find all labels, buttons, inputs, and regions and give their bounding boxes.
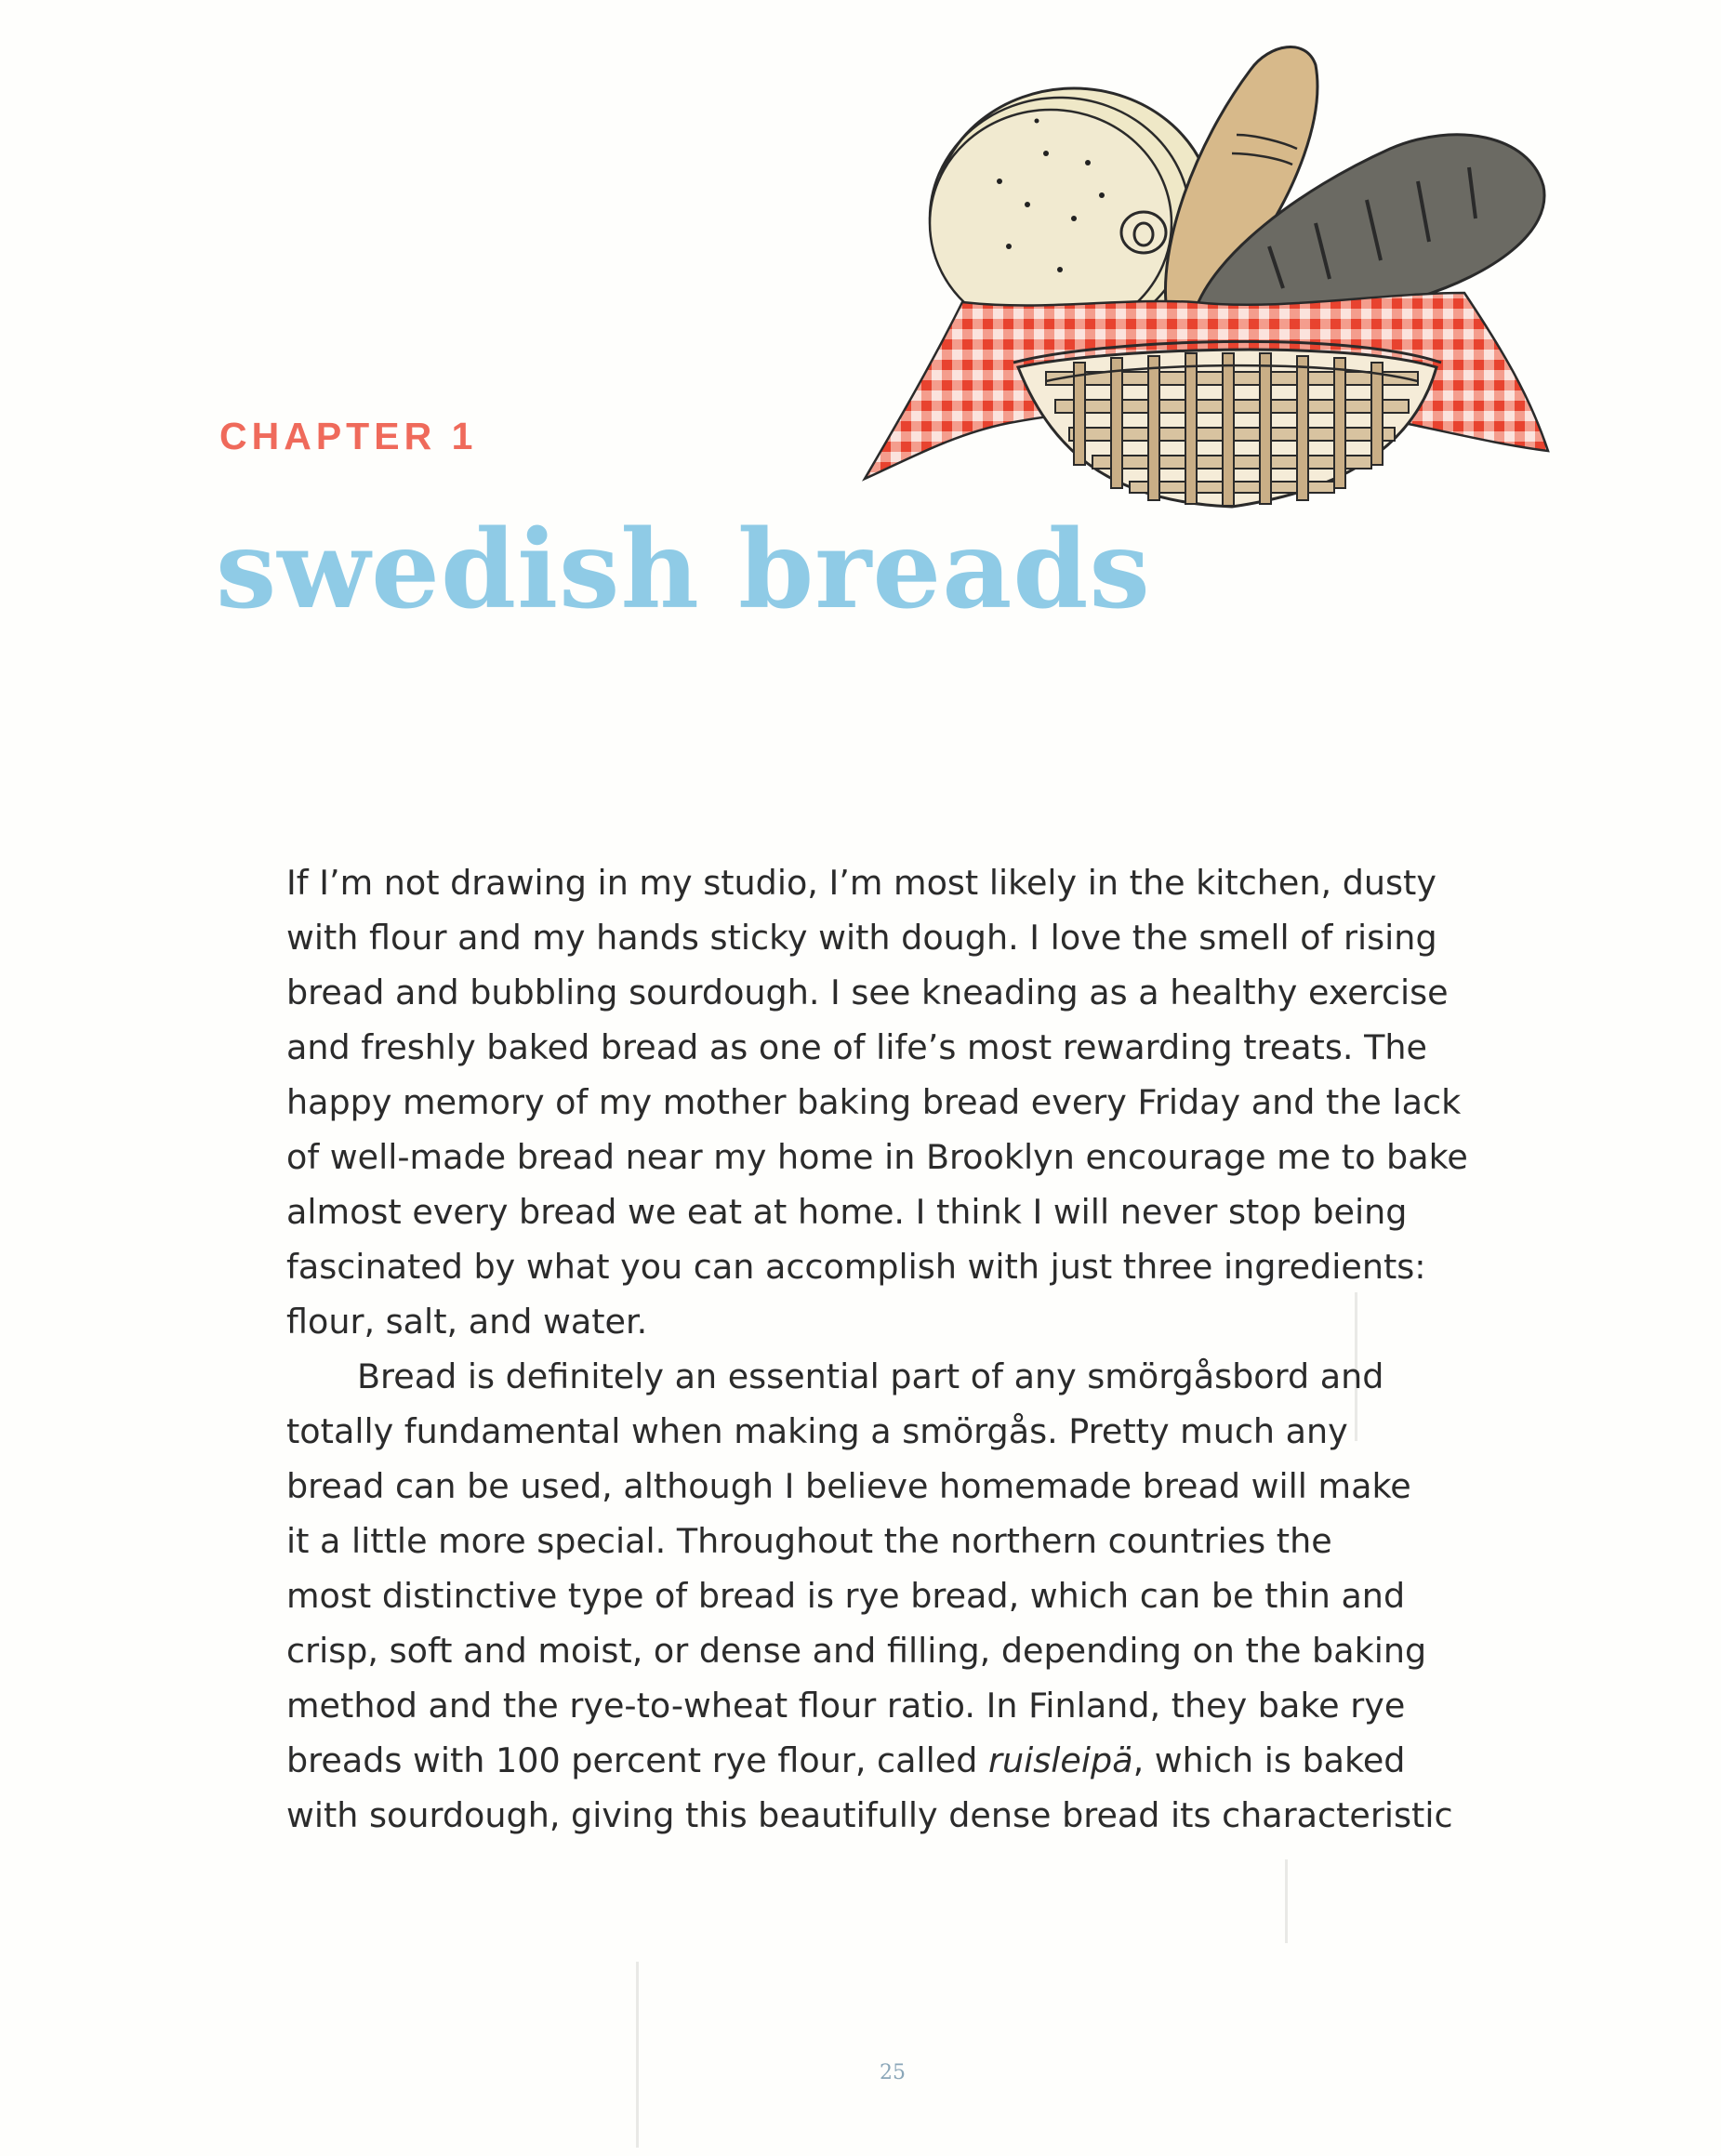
- text-line: most distinctive type of bread is rye bread, which can be thin and: [286, 1576, 1406, 1616]
- text-line: happy memory of my mother baking bread every Friday and the lack: [286, 1082, 1462, 1122]
- text-line: crisp, soft and moist, or dense and filling, depending on the baking: [286, 1631, 1427, 1671]
- text-line: Bread is definitely an essential part of any smörgåsbord and: [357, 1356, 1384, 1396]
- italic-term: ruisleipä: [987, 1740, 1133, 1780]
- scan-mark: [636, 1962, 639, 2148]
- paragraph-2: [286, 1349, 1495, 1843]
- text-line: fascinated by what you can accomplish with just three ingredients:: [286, 1247, 1426, 1287]
- text-line: bread and bubbling sourdough. I see kneading as a healthy exercise: [286, 972, 1449, 1012]
- text-line: [286, 1733, 1495, 1788]
- text-line: flour, salt, and water.: [286, 1302, 648, 1342]
- bread-basket-illustration: [860, 33, 1567, 535]
- body-text: [286, 855, 1495, 1843]
- text-line: totally fundamental when making a smörgås. Pretty much any: [286, 1411, 1348, 1451]
- text-line: If I’m not drawing in my studio, I’m most likely in the kitchen, dusty: [286, 863, 1436, 903]
- text-line: and freshly baked bread as one of life’s most rewarding treats. The: [286, 1027, 1427, 1067]
- text-run: , which is baked: [1132, 1740, 1406, 1780]
- chapter-title: swedish breads: [216, 507, 1151, 633]
- text-line: of well-made bread near my home in Brooklyn encourage me to bake: [286, 1137, 1468, 1177]
- paragraph-1: [286, 855, 1495, 1349]
- text-line: almost every bread we eat at home. I think I will never stop being: [286, 1192, 1408, 1232]
- text-run: breads with 100 percent rye flour, called: [286, 1740, 988, 1780]
- text-line: with flour and my hands sticky with dough. I love the smell of rising: [286, 918, 1437, 958]
- basket-icon: [1013, 341, 1441, 507]
- text-line: with sourdough, giving this beautifully dense bread its characteristic: [286, 1795, 1453, 1835]
- chapter-label: CHAPTER 1: [219, 415, 478, 457]
- text-line: it a little more special. Throughout the northern countries the: [286, 1521, 1332, 1561]
- text-line: bread can be used, although I believe homemade bread will make: [286, 1466, 1411, 1506]
- scan-mark: [1285, 1859, 1288, 1943]
- page-number: 25: [880, 2061, 906, 2084]
- text-line: method and the rye-to-wheat flour ratio. In Finland, they bake rye: [286, 1686, 1406, 1726]
